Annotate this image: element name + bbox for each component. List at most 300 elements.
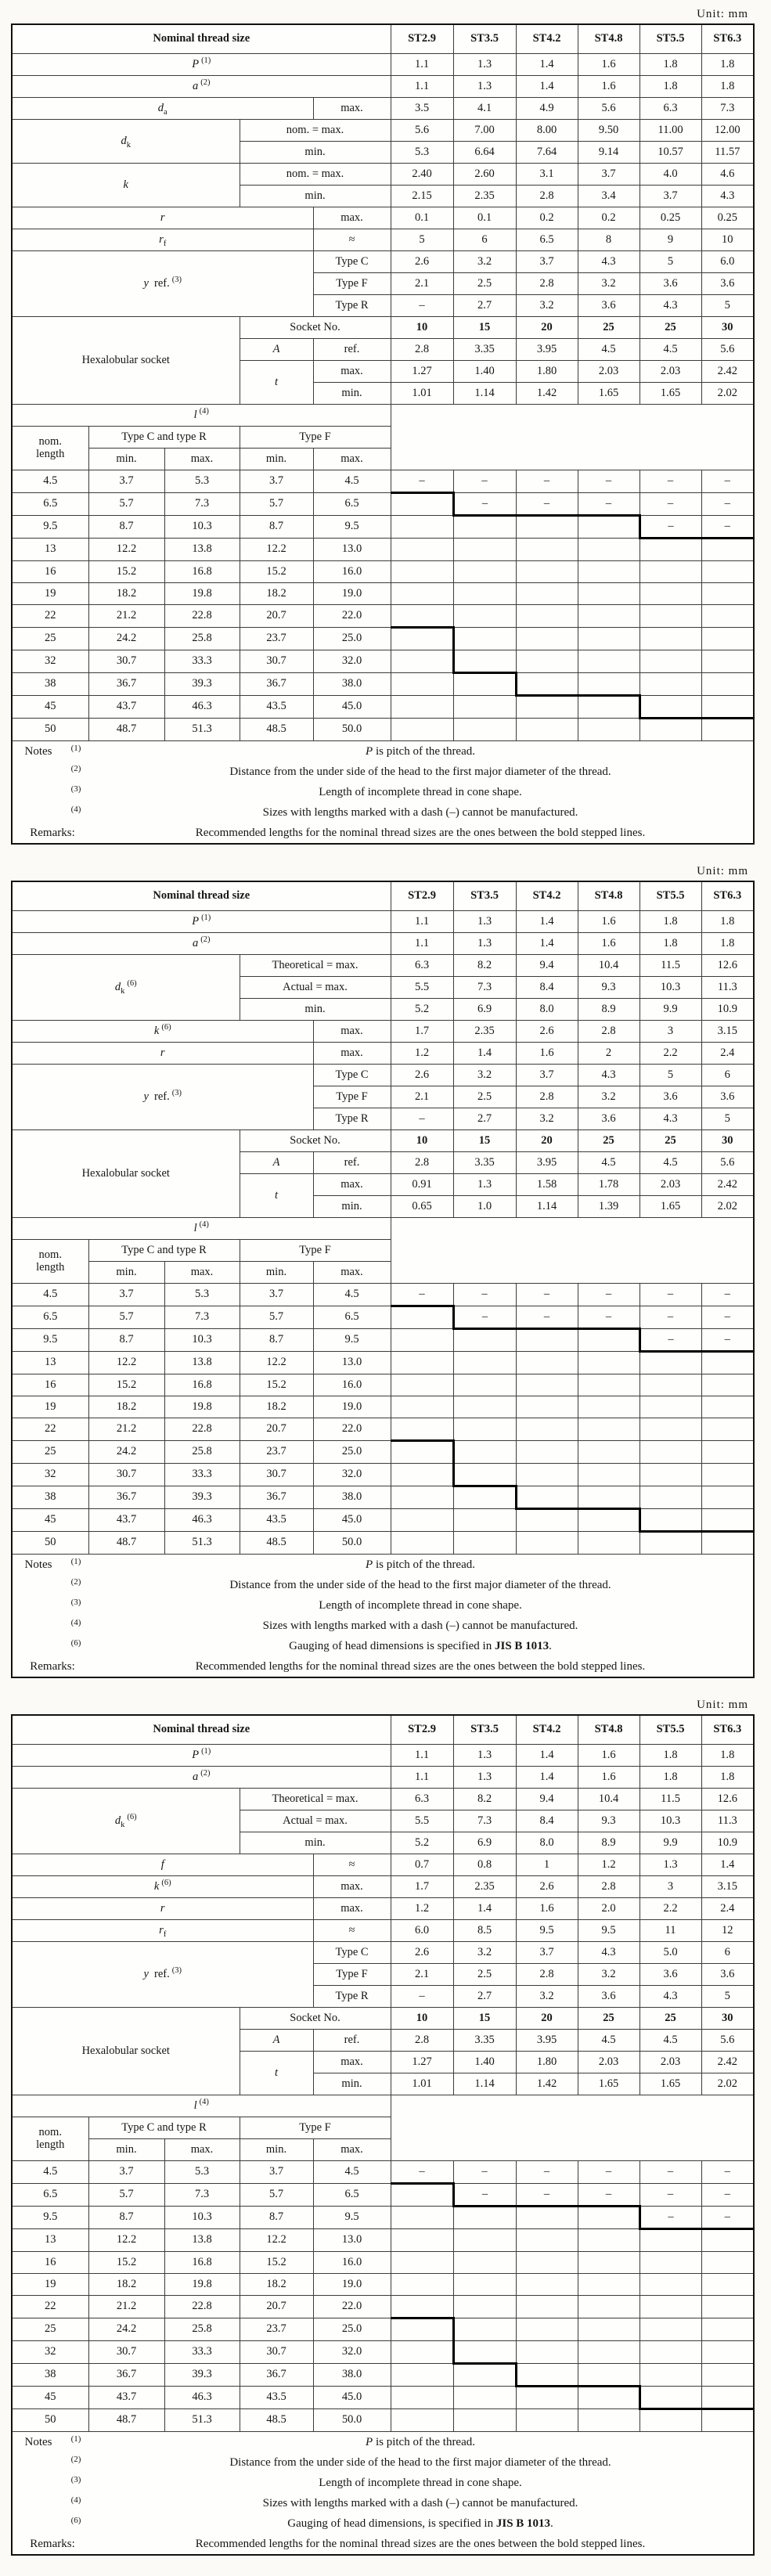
empty-cell xyxy=(639,2252,701,2274)
dash-mark-cell: – xyxy=(639,2161,701,2184)
empty-cell xyxy=(516,583,578,605)
length-value-cell: 36.7 xyxy=(240,673,313,696)
socket-no-value: 25 xyxy=(578,2008,639,2030)
table-row xyxy=(12,98,754,120)
length-value-cell: 13.8 xyxy=(164,1352,240,1374)
spec-value-cell: 11.00 xyxy=(639,120,701,142)
spec-value-cell: 3.15 xyxy=(701,1876,754,1898)
spec-value-cell: 2.40 xyxy=(391,164,453,186)
empty-cell xyxy=(391,605,453,628)
spec-label-cell xyxy=(12,207,313,229)
type-cr-group-header: Type C and type R xyxy=(88,427,240,449)
empty-cell xyxy=(701,1509,754,1532)
empty-cell xyxy=(578,628,639,650)
spec-var: f xyxy=(160,1857,164,1871)
note-item xyxy=(15,1616,751,1636)
spec-value-cell: 1.65 xyxy=(639,1196,701,1218)
empty-cell xyxy=(701,2409,754,2432)
notes-title xyxy=(15,782,62,802)
length-value-cell: 5.7 xyxy=(88,1306,164,1329)
remarks-label: Remarks: xyxy=(30,1660,75,1673)
empty-cell xyxy=(516,516,578,539)
size-header-cell: ST4.8 xyxy=(578,881,639,911)
empty-cell xyxy=(391,1329,453,1352)
empty-cell xyxy=(639,1352,701,1374)
empty-cell xyxy=(639,2409,701,2432)
spec-value-cell: 1.0 xyxy=(453,1196,516,1218)
spec-value-cell: 4.3 xyxy=(639,1986,701,2008)
spec-label-suffix: ref. xyxy=(153,276,170,290)
empty-cell xyxy=(639,583,701,605)
spec-value-cell: 3.95 xyxy=(516,1152,578,1174)
hexalobular-socket-label: Hexalobular socket xyxy=(12,1130,240,1218)
empty-cell xyxy=(453,1329,516,1352)
notes-block xyxy=(12,2432,754,2556)
empty-cell xyxy=(578,1532,639,1555)
empty-cell xyxy=(391,2229,453,2252)
spec-sublabel-cell: nom. = max. xyxy=(240,120,391,142)
empty-cell xyxy=(516,1532,578,1555)
note-item xyxy=(15,762,751,782)
table-row xyxy=(12,741,754,845)
length-row xyxy=(12,1418,754,1441)
spec-value-cell: 2.2 xyxy=(639,1898,701,1920)
length-value-cell: 3.7 xyxy=(88,2161,164,2184)
spec-var-sub: k xyxy=(126,140,131,150)
size-header-cell: ST6.3 xyxy=(701,24,754,54)
notes-title: Notes xyxy=(24,745,52,758)
length-value-cell: 5.3 xyxy=(164,1284,240,1306)
empty-cell xyxy=(639,696,701,719)
note-ref: (2) xyxy=(200,78,211,88)
spec-value-cell: 3.7 xyxy=(516,1942,578,1964)
notes-title xyxy=(15,762,62,782)
note-item xyxy=(15,2432,751,2452)
note-marker: (3) xyxy=(70,1598,81,1607)
length-row xyxy=(12,1486,754,1509)
dash-mark-cell: – xyxy=(639,516,701,539)
spec-value-cell: 1.8 xyxy=(639,1767,701,1789)
spec-value-cell: 2.03 xyxy=(578,2052,639,2073)
length-value-cell: 32.0 xyxy=(313,650,391,673)
table-row xyxy=(12,251,754,273)
spec-value-cell: 6 xyxy=(453,229,516,251)
spec-value-cell: 2.7 xyxy=(453,1986,516,2008)
spec-var: t xyxy=(274,1188,279,1202)
empty-cell xyxy=(639,1486,701,1509)
empty-cell xyxy=(516,2274,578,2296)
nominal-length-line: length xyxy=(36,2138,65,2151)
spec-value-cell: 9.4 xyxy=(516,1789,578,1810)
dash-mark-cell: – xyxy=(453,2161,516,2184)
spec-value-cell: 2.6 xyxy=(391,1065,453,1086)
spec-value-cell: 1.3 xyxy=(453,1767,516,1789)
empty-cell xyxy=(453,2364,516,2387)
spec-value-cell: 1.8 xyxy=(701,1745,754,1767)
socket-no-value: 10 xyxy=(391,2008,453,2030)
length-row xyxy=(12,1284,754,1306)
empty-cell xyxy=(453,1486,516,1509)
spec-value-cell: 1.3 xyxy=(453,1174,516,1196)
spec-var: l xyxy=(193,2099,197,2112)
spec-value-cell: 1.27 xyxy=(391,2052,453,2073)
spec-label-cell xyxy=(12,1898,313,1920)
length-value-cell: 8.7 xyxy=(240,1329,313,1352)
length-value-cell: 12.2 xyxy=(240,1352,313,1374)
length-value-cell: 38.0 xyxy=(313,1486,391,1509)
empty-cell xyxy=(391,1486,453,1509)
nominal-length-cell: 22 xyxy=(12,605,88,628)
note-text xyxy=(90,1636,751,1656)
socket-no-value: 20 xyxy=(516,1130,578,1152)
length-row xyxy=(12,650,754,673)
spec-value-cell: 1.42 xyxy=(516,2073,578,2095)
spec-value-cell: 3.2 xyxy=(453,1065,516,1086)
length-row xyxy=(12,1532,754,1555)
spec-sublabel-cell: max. xyxy=(313,1021,391,1043)
length-value-cell: 5.7 xyxy=(88,2184,164,2207)
spec-value-cell: 1.8 xyxy=(639,933,701,955)
spec-sublabel-cell: Type R xyxy=(313,295,391,317)
empty-cell xyxy=(578,1374,639,1396)
remarks-text: Recommended lengths for the nominal thread sizes are the ones between the bold stepped lines. xyxy=(195,2538,646,2550)
empty-cell xyxy=(639,1509,701,1532)
empty-cell xyxy=(453,583,516,605)
spec-value-cell: 1.80 xyxy=(516,2052,578,2073)
spec-value-cell: 8.9 xyxy=(578,1832,639,1854)
empty-cell xyxy=(578,2387,639,2409)
spec-value-cell: 4.9 xyxy=(516,98,578,120)
spec-value-cell: 9.9 xyxy=(639,1832,701,1854)
length-row xyxy=(12,2296,754,2318)
spec-value-cell: 1.80 xyxy=(516,361,578,383)
spec-value-cell: 1.01 xyxy=(391,2073,453,2095)
length-value-cell: 36.7 xyxy=(88,673,164,696)
empty-cell xyxy=(701,2364,754,2387)
socket-a-label xyxy=(240,339,313,361)
empty-cell xyxy=(578,583,639,605)
length-value-cell: 18.2 xyxy=(240,1396,313,1418)
length-row xyxy=(12,1509,754,1532)
spec-value-cell: 10.4 xyxy=(578,955,639,977)
spec-value-cell: 4.5 xyxy=(578,2030,639,2052)
empty-cell xyxy=(578,2364,639,2387)
length-value-cell: 16.8 xyxy=(164,561,240,583)
spec-value-cell: 11.3 xyxy=(701,1810,754,1832)
length-value-cell: 20.7 xyxy=(240,1418,313,1441)
note-item xyxy=(15,782,751,802)
spec-value-cell: 5.6 xyxy=(701,1152,754,1174)
empty-cell xyxy=(639,561,701,583)
spec-var: A xyxy=(272,1155,280,1169)
empty-cell xyxy=(453,1418,516,1441)
length-value-cell: 46.3 xyxy=(164,1509,240,1532)
spec-value-cell: 2.03 xyxy=(639,361,701,383)
spec-value-cell: 8.4 xyxy=(516,977,578,999)
table-row xyxy=(12,1043,754,1065)
empty-cell xyxy=(516,2296,578,2318)
nominal-length-cell: 25 xyxy=(12,1441,88,1464)
empty-cell xyxy=(516,650,578,673)
size-header-cell: ST3.5 xyxy=(453,881,516,911)
spec-value-cell: 2.7 xyxy=(453,1108,516,1130)
spec-sublabel-cell: Actual = max. xyxy=(240,977,391,999)
nominal-length-cell: 32 xyxy=(12,650,88,673)
spec-value-cell: 2.42 xyxy=(701,2052,754,2073)
note-text-segment: Sizes with lengths marked with a dash (–) cannot be manufactured. xyxy=(262,806,578,819)
spec-value-cell: 0.91 xyxy=(391,1174,453,1196)
size-header-cell: ST5.5 xyxy=(639,881,701,911)
max-header: max. xyxy=(164,2139,240,2161)
dash-mark-cell: – xyxy=(701,1284,754,1306)
empty-cell xyxy=(391,650,453,673)
note-marker: (3) xyxy=(70,784,81,794)
note-item xyxy=(15,741,751,762)
empty-cell xyxy=(516,605,578,628)
socket-a-sublabel: ref. xyxy=(313,339,391,361)
length-value-cell: 22.8 xyxy=(164,605,240,628)
spec-value-cell: 1 xyxy=(516,1854,578,1876)
empty-cell xyxy=(639,2364,701,2387)
empty-cell xyxy=(453,696,516,719)
empty-cell xyxy=(391,1352,453,1374)
size-header-cell: ST5.5 xyxy=(639,24,701,54)
spec-value-cell: 3.95 xyxy=(516,339,578,361)
length-value-cell: 5.7 xyxy=(240,493,313,516)
empty-cell xyxy=(391,1441,453,1464)
spec-value-cell: 6.3 xyxy=(391,955,453,977)
notes-title xyxy=(15,802,62,823)
empty-cell xyxy=(453,539,516,561)
spec-value-cell: 10 xyxy=(701,229,754,251)
length-value-cell: 13.0 xyxy=(313,2229,391,2252)
nominal-length-line: length xyxy=(36,447,65,460)
empty-cell xyxy=(516,2409,578,2432)
dash-mark-cell: – xyxy=(516,1284,578,1306)
spec-label-cell xyxy=(12,1043,313,1065)
empty-cell xyxy=(639,673,701,696)
dash-mark-cell: – xyxy=(453,493,516,516)
spec-value-cell: 3.1 xyxy=(516,164,578,186)
empty-cell xyxy=(391,2364,453,2387)
spec-sublabel-cell: max. xyxy=(313,2052,391,2073)
length-value-cell: 6.5 xyxy=(313,2184,391,2207)
length-value-cell: 51.3 xyxy=(164,1532,240,1555)
spec-var: P xyxy=(192,57,200,70)
spec-value-cell: 1.4 xyxy=(516,1745,578,1767)
socket-no-value: 20 xyxy=(516,317,578,339)
spec-value-cell: 3.7 xyxy=(516,251,578,273)
spec-value-cell: 2.03 xyxy=(639,1174,701,1196)
min-header: min. xyxy=(88,1262,164,1284)
empty-cell xyxy=(516,539,578,561)
length-value-cell: 18.2 xyxy=(88,1396,164,1418)
empty-cell xyxy=(391,628,453,650)
nominal-length-header xyxy=(12,2117,88,2161)
spec-label-cell xyxy=(12,76,391,98)
remarks-text: Recommended lengths for the nominal thread sizes are the ones between the bold stepped lines. xyxy=(195,1660,646,1673)
spec-sublabel-cell: max. xyxy=(313,98,391,120)
spec-value-cell: 2.8 xyxy=(391,339,453,361)
length-value-cell: 19.0 xyxy=(313,583,391,605)
spec-value-cell: 2.7 xyxy=(453,295,516,317)
length-value-cell: 48.7 xyxy=(88,1532,164,1555)
spec-value-cell: 1.6 xyxy=(578,54,639,76)
empty-cell xyxy=(391,2252,453,2274)
spec-value-cell: 1.4 xyxy=(516,933,578,955)
dash-mark-cell: – xyxy=(701,493,754,516)
spec-value-cell: 1.8 xyxy=(701,911,754,933)
note-ref: (2) xyxy=(200,935,211,945)
spec-sublabel-cell: Actual = max. xyxy=(240,1810,391,1832)
dash-mark-cell: – xyxy=(516,2161,578,2184)
spec-value-cell: 2.1 xyxy=(391,1086,453,1108)
nominal-length-cell: 6.5 xyxy=(12,1306,88,1329)
spec-value-cell: 4.5 xyxy=(639,1152,701,1174)
dash-mark-cell: – xyxy=(639,2207,701,2229)
empty-cell xyxy=(701,583,754,605)
note-text-segment: P xyxy=(366,2436,373,2448)
length-value-cell: 13.0 xyxy=(313,1352,391,1374)
length-value-cell: 15.2 xyxy=(240,561,313,583)
spec-value-cell: 0.2 xyxy=(578,207,639,229)
empty-cell xyxy=(578,2296,639,2318)
note-ref: (4) xyxy=(199,2098,209,2107)
spec-sublabel-cell: Type F xyxy=(313,1086,391,1108)
empty-cell xyxy=(701,605,754,628)
empty-cell xyxy=(453,1441,516,1464)
empty-cell xyxy=(578,1418,639,1441)
table-row xyxy=(12,1920,754,1942)
empty-cell xyxy=(639,1374,701,1396)
empty-cell xyxy=(516,1441,578,1464)
note-text-segment: P xyxy=(366,745,373,758)
length-row xyxy=(12,2364,754,2387)
spec-var: P xyxy=(192,914,200,928)
min-header: min. xyxy=(240,449,313,470)
socket-t-label xyxy=(240,1174,313,1218)
empty-cell xyxy=(516,2364,578,2387)
spec-value-cell: 2.8 xyxy=(516,1086,578,1108)
length-row xyxy=(12,2207,754,2229)
length-value-cell: 20.7 xyxy=(240,605,313,628)
spec-label-cell xyxy=(12,1854,313,1876)
spec-value-cell: 1.3 xyxy=(453,933,516,955)
spec-value-cell: 9.3 xyxy=(578,977,639,999)
spec-value-cell: 3.7 xyxy=(516,1065,578,1086)
spec-value-cell: 9.4 xyxy=(516,955,578,977)
empty-cell xyxy=(639,2341,701,2364)
nominal-length-cell: 13 xyxy=(12,2229,88,2252)
length-value-cell: 32.0 xyxy=(313,2341,391,2364)
empty-cell xyxy=(453,1532,516,1555)
spec-value-cell: 2.35 xyxy=(453,1876,516,1898)
spec-label-suffix: ref. xyxy=(153,1967,170,1980)
spec-label-cell xyxy=(12,933,391,955)
empty-cell xyxy=(453,2207,516,2229)
empty-cell xyxy=(453,2274,516,2296)
spec-value-cell: 7.64 xyxy=(516,142,578,164)
note-marker: (2) xyxy=(70,2455,81,2464)
spec-value-cell: 5.6 xyxy=(701,339,754,361)
length-value-cell: 30.7 xyxy=(88,2341,164,2364)
empty-cell xyxy=(578,1486,639,1509)
spec-var: r xyxy=(160,1901,165,1915)
length-value-cell: 10.3 xyxy=(164,1329,240,1352)
length-value-cell: 51.3 xyxy=(164,719,240,741)
empty-cell xyxy=(453,516,516,539)
spec-value-cell: 1.8 xyxy=(639,911,701,933)
socket-no-label: Socket No. xyxy=(240,2008,391,2030)
empty-cell xyxy=(453,719,516,741)
remarks-label: Remarks: xyxy=(30,827,75,839)
length-value-cell: 25.8 xyxy=(164,2318,240,2341)
empty-cell xyxy=(701,2229,754,2252)
note-marker: (3) xyxy=(70,2475,81,2484)
spec-value-cell: 1.42 xyxy=(516,383,578,405)
empty-cell xyxy=(391,719,453,741)
spec-label-cell xyxy=(12,164,240,207)
nominal-length-line: length xyxy=(36,1260,65,1274)
length-value-cell: 4.5 xyxy=(313,1284,391,1306)
empty-cell xyxy=(516,719,578,741)
spec-value-cell: 0.7 xyxy=(391,1854,453,1876)
table-row xyxy=(12,1767,754,1789)
type-f-group-header: Type F xyxy=(240,2117,391,2139)
table-row xyxy=(12,24,754,54)
empty-cell xyxy=(639,2318,701,2341)
empty-cell xyxy=(453,561,516,583)
spec-value-cell: 3.7 xyxy=(578,164,639,186)
dash-mark-cell: – xyxy=(578,2161,639,2184)
spec-value-cell: 2.8 xyxy=(516,1964,578,1986)
empty-cell xyxy=(639,1464,701,1486)
size-header-cell: ST4.8 xyxy=(578,1715,639,1745)
length-value-cell: 30.7 xyxy=(240,650,313,673)
length-value-cell: 3.7 xyxy=(88,1284,164,1306)
nominal-length-cell: 16 xyxy=(12,1374,88,1396)
table-row xyxy=(12,933,754,955)
spec-value-cell: 6.0 xyxy=(701,251,754,273)
empty-cell xyxy=(391,561,453,583)
socket-no-value: 30 xyxy=(701,2008,754,2030)
nominal-length-cell: 32 xyxy=(12,1464,88,1486)
empty-cell xyxy=(578,1329,639,1352)
spec-value-cell: 1.2 xyxy=(578,1854,639,1876)
empty-cell xyxy=(701,2318,754,2341)
spec-value-cell: 2.42 xyxy=(701,361,754,383)
spec-value-cell: 5.6 xyxy=(391,120,453,142)
spec-var: d xyxy=(114,1814,121,1827)
dash-mark-cell: – xyxy=(701,1306,754,1329)
nominal-length-header xyxy=(12,427,88,470)
length-row xyxy=(12,1396,754,1418)
length-header-spacer xyxy=(391,405,754,470)
spec-sublabel-cell: Type R xyxy=(313,1986,391,2008)
nominal-length-cell: 9.5 xyxy=(12,2207,88,2229)
spec-var: r xyxy=(160,211,165,224)
empty-cell xyxy=(701,1418,754,1441)
table-row xyxy=(12,54,754,76)
note-text-segment: Length of incomplete thread in cone shape. xyxy=(319,786,522,798)
empty-cell xyxy=(701,2252,754,2274)
spec-label-cell xyxy=(12,251,313,317)
empty-cell xyxy=(701,1396,754,1418)
table-row xyxy=(12,1942,754,1964)
length-value-cell: 3.7 xyxy=(240,470,313,493)
spec-value-cell: 10.3 xyxy=(639,1810,701,1832)
empty-cell xyxy=(516,696,578,719)
